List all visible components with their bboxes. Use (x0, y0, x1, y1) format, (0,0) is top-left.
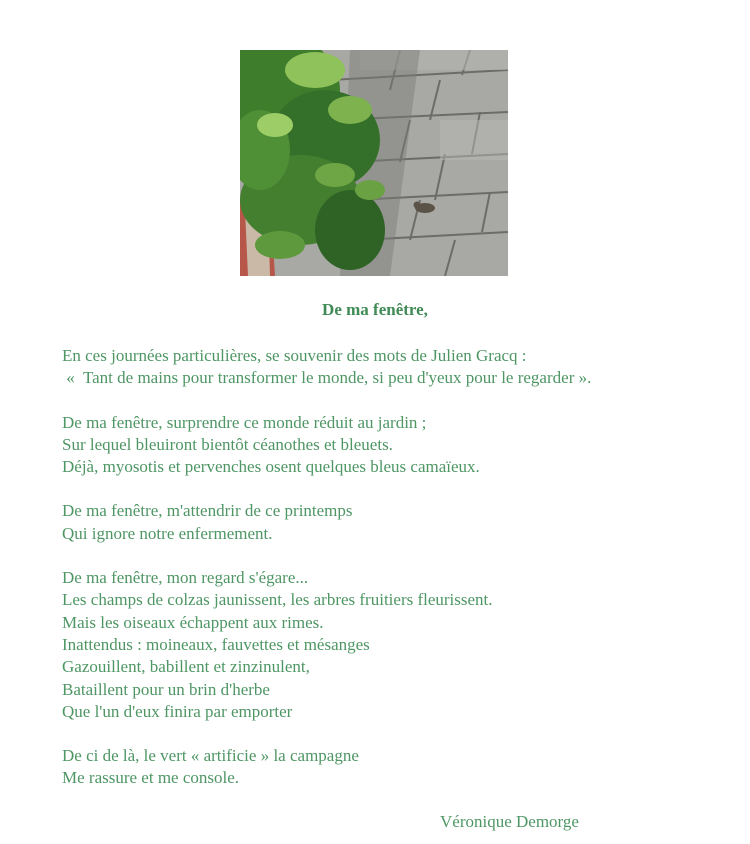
poem-line: Que l'un d'eux finira par emporter (62, 701, 293, 721)
poem-line: Bataillent pour un brin d'herbe (62, 679, 270, 699)
stanza (62, 500, 722, 545)
author-signature: Véronique Demorge (440, 812, 579, 831)
poem-line: Qui ignore notre enfermement. (62, 523, 273, 543)
poem-line: Gazouillent, babillent et zinzinulent, (62, 657, 310, 677)
stanza (62, 345, 722, 390)
stanza (62, 745, 722, 790)
poem-line: De ma fenêtre, m'attendrir de ce printemps (62, 501, 353, 521)
poem-line: De ci de là, le vert « artificie » la campagne (62, 746, 359, 766)
poem-line: Inattendus : moineaux, fauvettes et mésanges (62, 634, 370, 654)
poem-line: De ma fenêtre, mon regard s'égare... (62, 568, 309, 588)
poem-line: En ces journées particulières, se souvenir des mots de Julien Gracq : (62, 346, 527, 365)
poem-line: Me rassure et me console. (62, 768, 240, 788)
stanza (62, 412, 722, 479)
poem-line: Les champs de colzas jaunissent, les arbres fruitiers fleurissent. (62, 590, 493, 610)
poem-line: « Tant de mains pour transformer le monde, si peu d'yeux pour le regarder ». (62, 368, 592, 388)
poem-line: Mais les oiseaux échappent aux rimes. (62, 612, 324, 632)
poem-title: De ma fenêtre, (322, 300, 428, 319)
poem-line: Déjà, myosotis et pervenches osent quelques bleus camaïeux. (62, 457, 480, 477)
poem-body (62, 345, 722, 812)
poem-line: De ma fenêtre, surprendre ce monde réduit au jardin ; (62, 412, 427, 432)
garden-photo (240, 50, 508, 276)
garden-illustration (240, 50, 508, 276)
stanza (62, 567, 722, 723)
poem-line: Sur lequel bleuiront bientôt céanothes et bleuets. (62, 434, 393, 454)
